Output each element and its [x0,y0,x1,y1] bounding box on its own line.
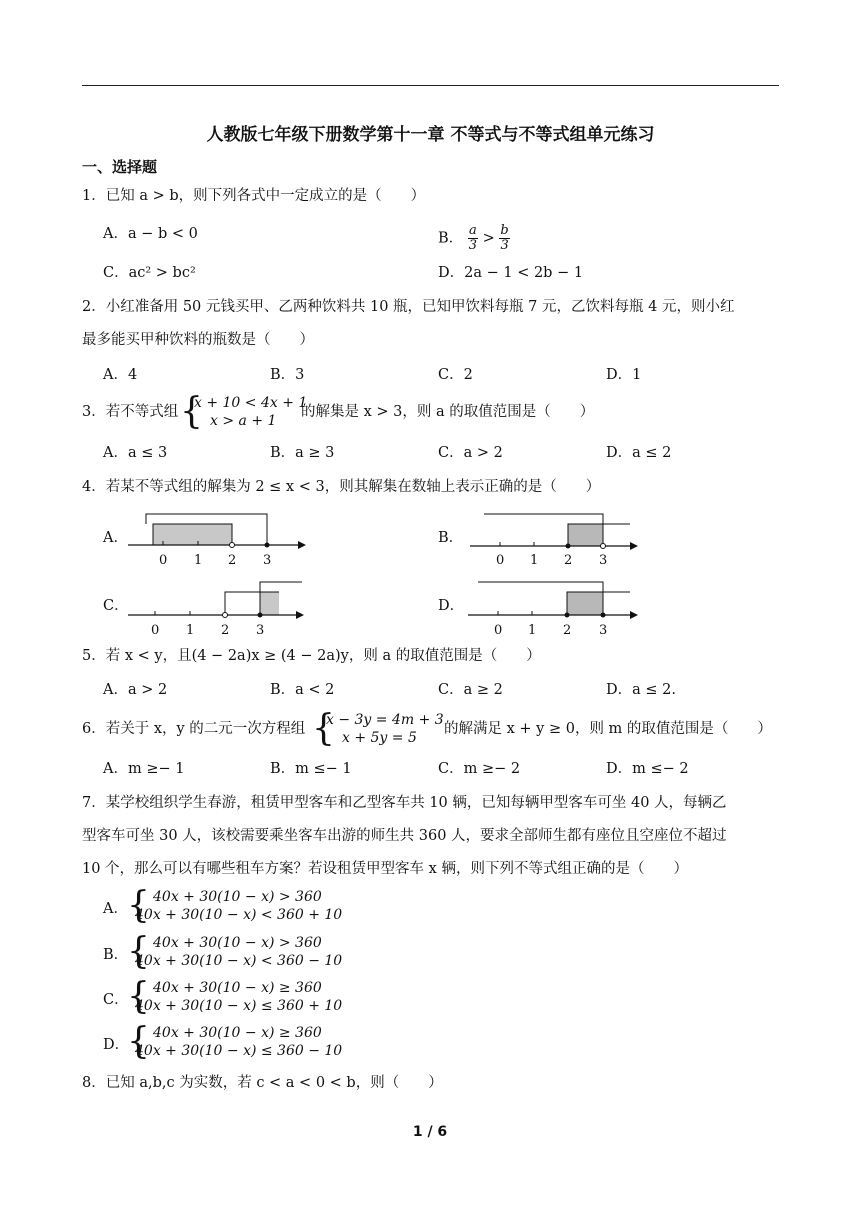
q4-option-a-label: A． [103,530,128,546]
q4-option-d-label: D． [438,598,465,614]
tick-label: 0 [151,623,160,638]
header-rule [82,85,779,86]
q4-number-line-c [118,577,308,639]
q3-option-d: D．a ≤ 2 [606,445,672,461]
q2-option-c: C．2 [438,367,473,383]
q5-stem: 5．若 x < y，且(4 − 2a)x ≥ (4 − 2a)y，则 a 的取值范围是（ ） [82,648,541,664]
q6-option-a: A．m ≥− 1 [103,761,185,777]
section-heading: 一、选择题 [82,158,158,176]
tick-label: 3 [256,623,265,638]
q4-option-b-label: B． [438,530,464,546]
q7-option-b-label: B． [103,947,129,963]
q4-stem: 4．若某不等式组的解集为 2 ≤ x < 3，则其解集在数轴上表示正确的是（ ） [82,479,601,495]
q3-prefix: 3．若不等式组 [82,404,179,420]
q8-stem: 8．已知 a,b,c 为实数，若 c < a < 0 < b，则（ ） [82,1075,443,1091]
q5-option-d: D．a ≤ 2. [606,682,676,698]
axis-arrow [630,611,638,619]
q3-option-b: B．a ≥ 3 [270,445,335,461]
q5-option-a: A．a > 2 [103,682,168,698]
open-dot [223,613,228,618]
q7-option-c-label: C． [103,992,129,1008]
q7-option-c-system: { 40x + 30(10 − x) ≥ 360 40x + 30(10 − x) ≤ 360 + 10 [127,976,343,1017]
q7-option-a-label: A． [103,901,128,917]
q4-number-line-d [460,577,650,639]
q7-stem-line1: 7．某学校组织学生春游，租赁甲型客车和乙型客车共 10 辆，已知每辆甲型客车可坐 40 人，每辆乙 [82,795,727,811]
q3-suffix: 的解集是 x > 3，则 a 的取值范围是（ ） [301,404,595,420]
q1-fraction-b: $\frac{b}{3}$ [500,223,509,253]
tick-label: 1 [186,623,195,638]
closed-dot [565,613,570,618]
q7-option-a-system: { 40x + 30(10 − x) > 360 40x + 30(10 − x) < 360 + 10 [127,885,343,926]
q7-option-d-system: { 40x + 30(10 − x) ≥ 360 40x + 30(10 − x) ≤ 360 − 10 [127,1021,343,1062]
q6-prefix: 6．若关于 x，y 的二元一次方程组 [82,721,306,737]
q7-option-d-label: D． [103,1037,130,1053]
q4-option-c-label: C． [103,598,129,614]
tick-label: 1 [528,623,537,638]
tick-label: 2 [563,623,572,638]
q6-option-c: C．m ≥− 2 [438,761,521,777]
q6-equation-system: { x − 3y = 4m + 3 x + 5y = 5 [312,708,444,749]
tick-label: 0 [494,623,503,638]
q4-number-line-a [118,508,308,568]
tick-label: 3 [263,553,272,568]
tick-label: 0 [496,553,505,568]
axis-arrow [298,541,306,549]
q1-fraction-a: $\frac{a}{3}$ [468,223,478,253]
q1-option-c: C．ac² > bc² [103,265,196,281]
axis-arrow [630,542,638,550]
shaded-region [153,524,232,545]
closed-dot [601,613,606,618]
q2-stem-line1: 2．小红准备用 50 元钱买甲、乙两种饮料共 10 瓶，已知甲饮料每瓶 7 元，乙饮料每瓶 4 元，则小红 [82,299,735,315]
page-title: 人教版七年级下册数学第十一章 不等式与不等式组单元练习 [206,125,655,145]
q2-option-d: D．1 [606,367,642,383]
tick-label: 2 [221,623,230,638]
q6-option-b: B．m ≤− 1 [270,761,352,777]
tick-label: 1 [530,553,539,568]
closed-dot [258,613,263,618]
q1-option-d: D．2a − 1 < 2b − 1 [438,265,584,281]
closed-dot [566,544,571,549]
tick-label: 3 [599,553,608,568]
q3-option-a: A．a ≤ 3 [103,445,168,461]
q6-option-d: D．m ≤− 2 [606,761,689,777]
q6-suffix: 的解满足 x + y ≥ 0，则 m 的取值范围是（ ） [444,721,772,737]
q7-stem-line2: 型客车可坐 30 人，该校需要乘坐客车出游的师生共 360 人，要求全部师生都有座位且空座位不超过 [82,828,727,844]
axis-arrow [296,611,304,619]
q4-number-line-b [462,508,652,568]
tick-label: 0 [159,553,168,568]
q3-equation-system: { x + 10 < 4x + 1 x > a + 1 [180,391,308,432]
page-number: 1 / 6 [412,1124,448,1140]
shaded-region [567,592,603,615]
tick-label: 1 [194,553,203,568]
q3-option-c: C．a > 2 [438,445,503,461]
q2-option-a: A．4 [103,367,138,383]
open-dot [601,544,606,549]
q5-option-b: B．a < 2 [270,682,335,698]
tick-label: 3 [599,623,608,638]
open-dot [230,543,235,548]
shaded-region [260,592,279,615]
q7-option-b-system: { 40x + 30(10 − x) > 360 40x + 30(10 − x) < 360 − 10 [127,931,343,972]
tick-label: 2 [564,553,573,568]
q1-option-a: A．a − b < 0 [103,226,198,242]
q7-stem-line3: 10 个，那么可以有哪些租车方案？若设租赁甲型客车 x 辆，则下列不等式组正确的是（ ） [82,861,688,877]
q2-stem-line2: 最多能买甲种饮料的瓶数是（ ） [82,332,314,348]
shaded-region [568,524,603,546]
closed-dot [265,543,270,548]
q1-stem: 1．已知 a > b，则下列各式中一定成立的是（ ） [82,188,426,204]
q5-option-c: C．a ≥ 2 [438,682,503,698]
tick-label: 2 [228,553,237,568]
q1-option-b: B． $\frac{a}{3}$ > $\frac{b}{3}$ [438,223,509,253]
q2-option-b: B．3 [270,367,305,383]
